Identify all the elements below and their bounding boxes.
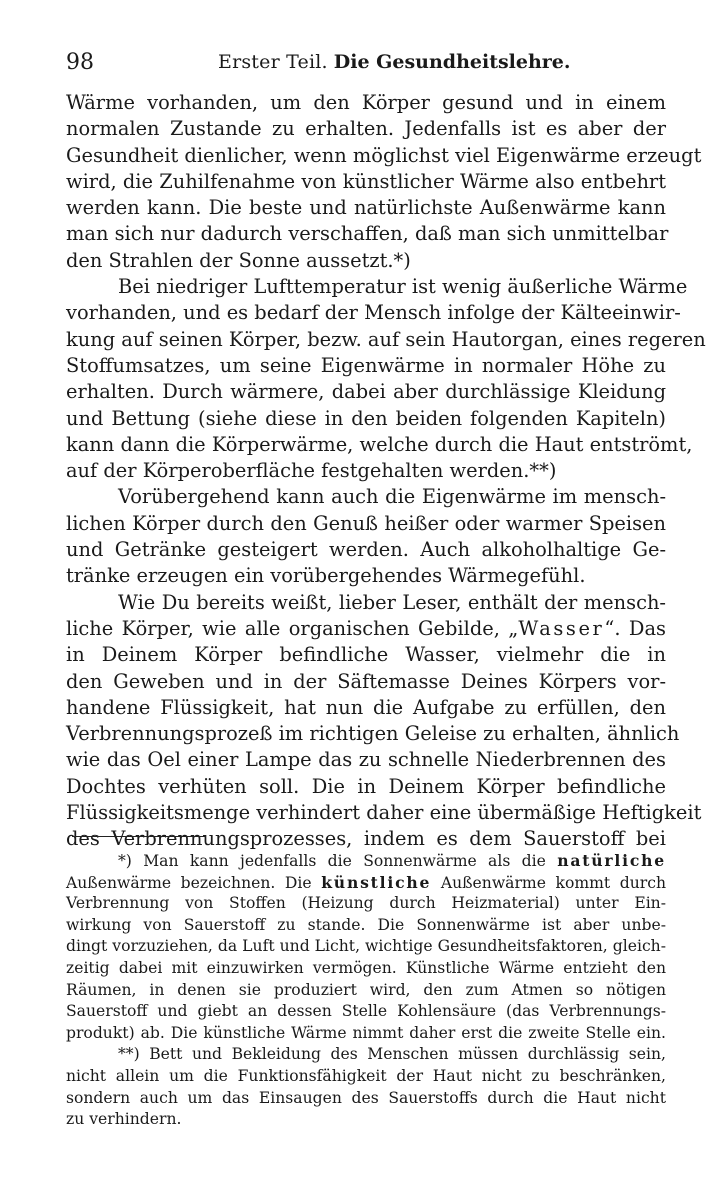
footnote-line: Sauerstoff und giebt an dessen Stelle Kohlensäure (das Verbrennungs- bbox=[66, 1002, 666, 1021]
footnote-line: wirkung von Sauerstoff zu stande. Die Sonnenwärme ist aber unbe- bbox=[66, 915, 666, 934]
body-line: wie das Oel einer Lampe das zu schnelle Niederbrennen des bbox=[66, 748, 666, 772]
page-number: 98 bbox=[66, 50, 94, 75]
body-line: kann dann die Körperwärme, welche durch die Haut entströmt, bbox=[66, 432, 693, 456]
body-line: wird, die Zuhilfenahme von künstlicher Wärme also entbehrt bbox=[66, 169, 666, 193]
running-head-part: Erster Teil. bbox=[218, 51, 328, 73]
footnote-line: nicht allein um die Funktionsfähigkeit der Haut nicht zu beschränken, bbox=[66, 1066, 666, 1085]
body-line: Bei niedriger Lufttemperatur ist wenig äußerliche Wärme bbox=[118, 275, 688, 299]
body-line: des Verbrennungsprozesses, indem es dem Sauerstoff bei bbox=[66, 827, 666, 851]
emphasized-word: künstliche bbox=[321, 872, 432, 892]
footnote-line bbox=[66, 872, 666, 894]
body-line: vorhanden, und es bedarf der Mensch infolge der Kälteeinwir- bbox=[66, 301, 681, 325]
page-header bbox=[66, 50, 666, 76]
running-head bbox=[218, 51, 571, 73]
body-line: in Deinem Körper befindliche Wasser, vielmehr die in bbox=[66, 643, 666, 667]
body-line: Verbrennungsprozeß im richtigen Geleise zu erhalten, ähnlich bbox=[66, 722, 680, 746]
body-line-text: “. Das bbox=[604, 616, 666, 640]
body-line: Flüssigkeitsmenge verhindert daher eine übermäßige Heftigkeit bbox=[66, 801, 702, 825]
footnote-line: Verbrennung von Stoffen (Heizung durch Heizmaterial) unter Ein- bbox=[66, 894, 666, 913]
body-line: man sich nur dadurch verschaffen, daß man sich unmittelbar bbox=[66, 222, 669, 246]
footnote-text: Außenwärme bezeichnen. Die bbox=[66, 873, 322, 892]
body-line: den Geweben und in der Säftemasse Deines Körpers vor- bbox=[66, 669, 666, 693]
footnote-text: *) Man kann jedenfalls die Sonnenwärme als die bbox=[118, 852, 558, 870]
emphasized-word: Wasser bbox=[518, 616, 605, 640]
footnote-divider bbox=[72, 836, 206, 837]
body-line: auf der Körperoberfläche festgehalten werden.**) bbox=[66, 459, 557, 483]
footnote-text: Außenwärme kommt durch bbox=[431, 873, 666, 892]
footnote-line: produkt) ab. Die künstliche Wärme nimmt daher erst die zweite Stelle ein. bbox=[66, 1023, 666, 1042]
body-line: Vorübergehend kann auch die Eigenwärme im mensch- bbox=[118, 485, 666, 509]
body-line: lichen Körper durch den Genuß heißer oder warmer Speisen bbox=[66, 511, 666, 535]
body-line bbox=[66, 616, 666, 642]
body-line: erhalten. Durch wärmere, dabei aber durchlässige Kleidung bbox=[66, 380, 666, 404]
body-line: Stoffumsatzes, um seine Eigenwärme in normaler Höhe zu bbox=[66, 353, 666, 377]
body-line: den Strahlen der Sonne aussetzt.*) bbox=[66, 248, 411, 272]
body-line: und Bettung (siehe diese in den beiden folgenden Kapiteln) bbox=[66, 406, 666, 430]
footnote-line: Räumen, in denen sie produziert wird, den zum Atmen so nötigen bbox=[66, 980, 666, 999]
footnote-line bbox=[66, 850, 666, 872]
body-line: handene Flüssigkeit, hat nun die Aufgabe zu erfüllen, den bbox=[66, 695, 666, 719]
body-line: tränke erzeugen ein vorübergehendes Wärmegefühl. bbox=[66, 564, 586, 588]
body-line: normalen Zustande zu erhalten. Jedenfalls ist es aber der bbox=[66, 117, 666, 141]
footnote-line: dingt vorzuziehen, da Luft und Licht, wichtige Gesundheitsfaktoren, gleich- bbox=[66, 937, 666, 956]
body-line: Gesundheit dienlicher, wenn möglichst viel Eigenwärme erzeugt bbox=[66, 143, 702, 167]
body-line: Wie Du bereits weißt, lieber Leser, enthält der mensch- bbox=[118, 590, 666, 614]
running-head-topic: Die Gesundheitslehre. bbox=[333, 51, 571, 73]
body-line: und Getränke gesteigert werden. Auch alkoholhaltige Ge- bbox=[66, 538, 666, 562]
footnote-line: zeitig dabei mit einzuwirken vermögen. Künstliche Wärme entzieht den bbox=[66, 958, 666, 977]
emphasized-word: natürliche bbox=[557, 851, 666, 870]
body-line: Wärme vorhanden, um den Körper gesund und in einem bbox=[66, 91, 666, 114]
body-text bbox=[66, 90, 706, 853]
body-line: werden kann. Die beste und natürlichste Außenwärme kann bbox=[66, 196, 666, 220]
body-line-text: liche Körper, wie alle organischen Gebilde, „ bbox=[66, 616, 519, 640]
footnote-line: sondern auch um das Einsaugen des Sauerstoffs durch die Haut nicht bbox=[66, 1088, 666, 1107]
body-line: kung auf seinen Körper, bezw. auf sein Hautorgan, eines regeren bbox=[66, 327, 706, 351]
body-line: Dochtes verhüten soll. Die in Deinem Körper befindliche bbox=[66, 774, 666, 798]
footnote-line: **) Bett und Bekleidung des Menschen müssen durchlässig sein, bbox=[118, 1045, 666, 1064]
footnotes bbox=[66, 850, 666, 1131]
footnote-line: zu verhindern. bbox=[66, 1110, 182, 1129]
